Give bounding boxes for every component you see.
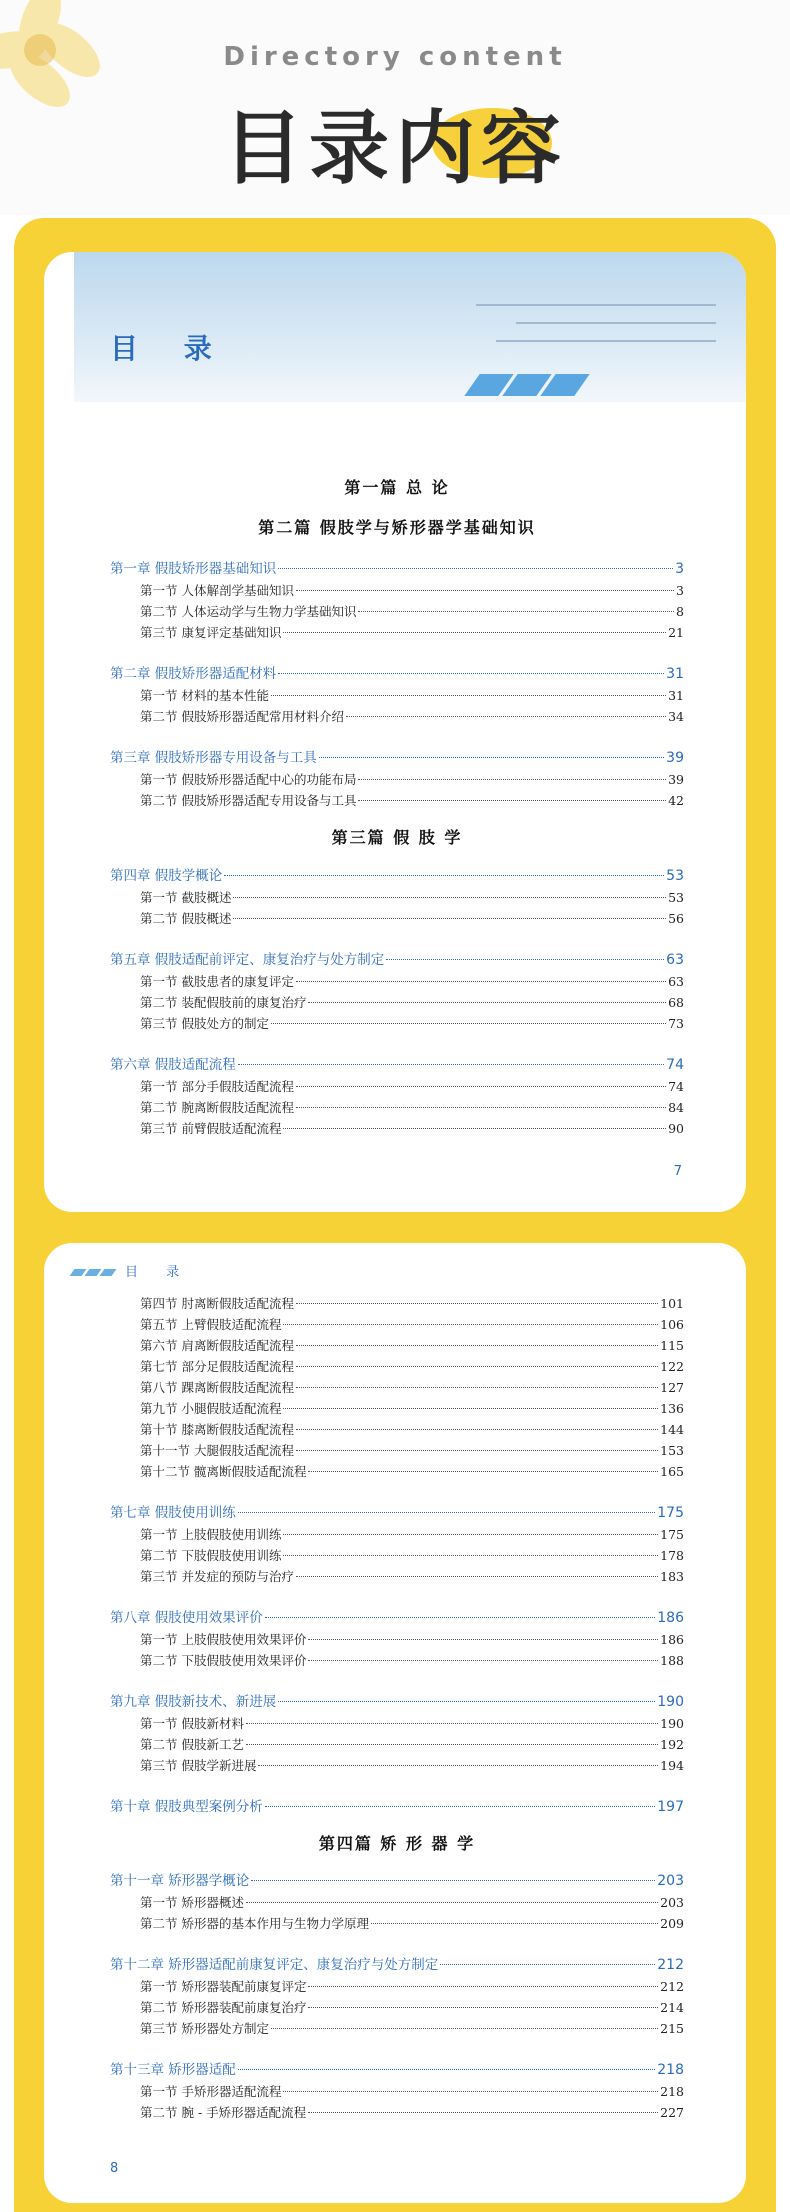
chapter-row[interactable]: 第二章 假肢矫形器适配材料 31 [110,666,684,682]
chapter-row[interactable]: 第十章 假肢典型案例分析 197 [110,1799,684,1815]
toc-heading: 目 录 [125,1265,192,1280]
chapter-row[interactable]: 第八章 假肢使用效果评价 186 [110,1610,684,1626]
stripe-decoration-icon [472,374,586,400]
section-row[interactable]: 第二节 人体运动学与生物力学基础知识 8 [140,604,684,619]
section-row[interactable]: 第一节 矫形器概述 203 [140,1895,684,1910]
header-subtitle: Directory content [223,42,567,72]
section-row[interactable]: 第一节 假肢新材料 190 [140,1716,684,1731]
section-row[interactable]: 第八节 踝离断假肢适配流程 127 [140,1380,684,1395]
section-row[interactable]: 第一节 手矫形器适配流程 218 [140,2084,684,2099]
section-row[interactable]: 第一节 材料的基本性能 31 [140,688,684,703]
chapter-row[interactable]: 第九章 假肢新技术、新进展 190 [110,1694,684,1710]
page-number: 8 [110,2161,119,2176]
section-row[interactable]: 第一节 截肢概述 53 [140,890,684,905]
section-row[interactable]: 第五节 上臂假肢适配流程 106 [140,1317,684,1332]
toc-page-1 [44,252,746,1212]
chapter-row[interactable]: 第一章 假肢矫形器基础知识 3 [110,561,684,577]
section-row[interactable]: 第二节 装配假肢前的康复治疗 68 [140,995,684,1010]
section-row[interactable]: 第二节 假肢矫形器适配常用材料介绍 34 [140,709,684,724]
section-row[interactable]: 第三节 矫形器处方制定 215 [140,2021,684,2036]
part-heading: 第四篇 矫 形 器 学 [318,1834,476,1853]
stripe-decoration-icon [72,1265,117,1280]
section-row[interactable]: 第二节 假肢新工艺 192 [140,1737,684,1752]
section-row[interactable]: 第一节 上肢假肢使用训练 175 [140,1527,684,1542]
section-row[interactable]: 第十节 膝离断假肢适配流程 144 [140,1422,684,1437]
part-heading: 第一篇 总 论 [344,478,450,497]
page-title: 目录内容 [223,102,567,195]
chapter-row[interactable]: 第五章 假肢适配前评定、康复治疗与处方制定 63 [110,952,684,968]
section-row[interactable]: 第三节 前臂假肢适配流程 90 [140,1121,684,1136]
section-row[interactable]: 第十二节 髋离断假肢适配流程 165 [140,1464,684,1479]
section-row[interactable]: 第二节 矫形器装配前康复治疗 214 [140,2000,684,2015]
section-row[interactable]: 第十一节 大腿假肢适配流程 153 [140,1443,684,1458]
chapter-row[interactable]: 第十一章 矫形器学概论 203 [110,1873,684,1889]
toc-page-2 [44,1243,746,2203]
part-heading: 第三篇 假 肢 学 [331,828,463,847]
chapter-row[interactable]: 第十二章 矫形器适配前康复评定、康复治疗与处方制定 212 [110,1957,684,1973]
page-number: 7 [673,1164,682,1179]
toc-heading: 目 录 [110,332,230,365]
part-heading: 第二篇 假肢学与矫形器学基础知识 [258,518,536,537]
section-row[interactable]: 第二节 腕离断假肢适配流程 84 [140,1100,684,1115]
section-row[interactable]: 第二节 下肢假肢使用效果评价 188 [140,1653,684,1668]
chapter-row[interactable]: 第六章 假肢适配流程 74 [110,1057,684,1073]
chapter-row[interactable]: 第十三章 矫形器适配 218 [110,2062,684,2078]
section-row[interactable]: 第九节 小腿假肢适配流程 136 [140,1401,684,1416]
toc-running-header [72,1261,191,1280]
section-row[interactable]: 第六节 肩离断假肢适配流程 115 [140,1338,684,1353]
section-row[interactable]: 第二节 腕 - 手矫形器适配流程 227 [140,2105,684,2120]
section-row[interactable]: 第一节 部分手假肢适配流程 74 [140,1079,684,1094]
section-row[interactable]: 第三节 并发症的预防与治疗 183 [140,1569,684,1584]
chapter-row[interactable]: 第七章 假肢使用训练 175 [110,1505,684,1521]
section-row[interactable]: 第一节 人体解剖学基础知识 3 [140,583,684,598]
chapter-row[interactable]: 第四章 假肢学概论 53 [110,868,684,884]
section-row[interactable]: 第三节 假肢处方的制定 73 [140,1016,684,1031]
section-row[interactable]: 第二节 假肢矫形器适配专用设备与工具 42 [140,793,684,808]
section-row[interactable]: 第一节 截肢患者的康复评定 63 [140,974,684,989]
header-area [0,0,790,215]
section-row[interactable]: 第一节 上肢假肢使用效果评价 186 [140,1632,684,1647]
section-row[interactable]: 第三节 康复评定基础知识 21 [140,625,684,640]
section-row[interactable]: 第七节 部分足假肢适配流程 122 [140,1359,684,1374]
section-row[interactable]: 第四节 肘离断假肢适配流程 101 [140,1296,684,1311]
section-row[interactable]: 第二节 矫形器的基本作用与生物力学原理 209 [140,1916,684,1931]
section-row[interactable]: 第一节 矫形器装配前康复评定 212 [140,1979,684,1994]
section-row[interactable]: 第二节 下肢假肢使用训练 178 [140,1548,684,1563]
chapter-row[interactable]: 第三章 假肢矫形器专用设备与工具 39 [110,750,684,766]
section-row[interactable]: 第一节 假肢矫形器适配中心的功能布局 39 [140,772,684,787]
section-row[interactable]: 第二节 假肢概述 56 [140,911,684,926]
section-row[interactable]: 第三节 假肢学新进展 194 [140,1758,684,1773]
